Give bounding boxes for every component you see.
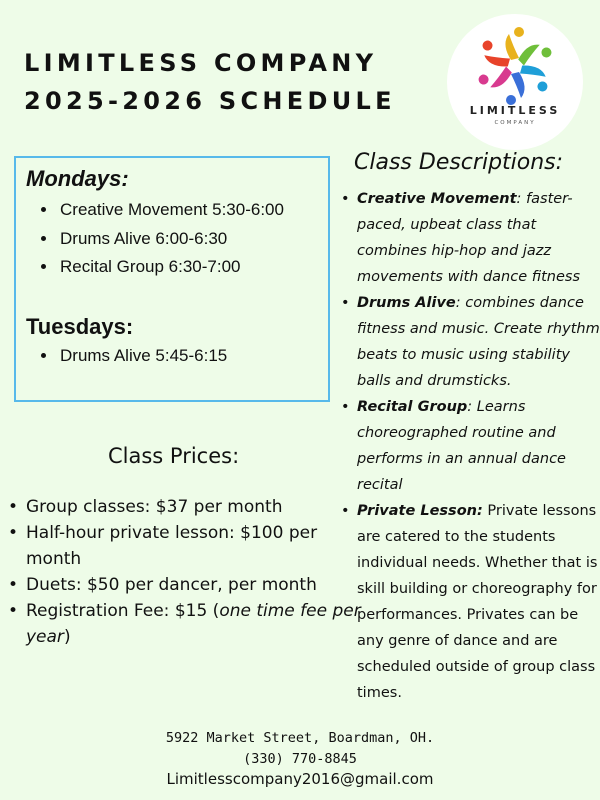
class-description: : combines dance fitness and music. Create rhythm beats to music using stability balls and drumsticks. xyxy=(357,295,600,389)
class-description: : faster-paced, upbeat class that combines hip-hop and jazz movements with dance fitness xyxy=(357,191,581,285)
list-item: • Duets: $50 per dancer, per month xyxy=(26,572,366,598)
class-prices-heading: Class Prices: xyxy=(108,444,240,468)
tuesdays-heading: Tuesdays: xyxy=(26,314,134,339)
list-item: • Group classes: $37 per month xyxy=(26,494,366,520)
list-item: • Drums Alive 5:45-6:15 xyxy=(58,342,227,371)
dancers-logo-icon xyxy=(447,14,583,150)
logo-subtext: COMPANY xyxy=(494,120,536,126)
list-item: • Drums Alive 6:00-6:30 xyxy=(58,225,284,254)
class-name: Private Lesson: xyxy=(357,503,483,519)
class-description: : Learns choreographed routine and performs in an annual dance recital xyxy=(357,399,566,493)
footer-address: 5922 Market Street, Boardman, OH. xyxy=(165,730,435,746)
price-text-after: ) xyxy=(63,627,71,647)
class-name: Recital Group xyxy=(357,399,468,415)
class-name: Drums Alive xyxy=(357,295,456,311)
list-item xyxy=(26,598,366,650)
footer-email[interactable]: Limitlesscompany2016@gmail.com xyxy=(166,770,434,788)
list-item xyxy=(357,186,600,290)
class-descriptions-list xyxy=(337,186,600,706)
list-item xyxy=(357,290,600,394)
class-descriptions-heading: Class Descriptions: xyxy=(354,150,564,175)
company-logo xyxy=(447,14,583,150)
list-item: • Creative Movement 5:30-6:00 xyxy=(58,196,284,225)
mondays-list xyxy=(38,196,284,282)
page-title xyxy=(24,44,396,120)
list-item xyxy=(357,394,600,498)
price-text: Registration Fee: $15 ( xyxy=(26,601,220,621)
class-name: Creative Movement xyxy=(357,191,517,207)
list-item xyxy=(357,498,600,706)
title-line-2: 2025-2026 SCHEDULE xyxy=(24,87,396,115)
price-emphasis: one time fee per year xyxy=(26,601,361,647)
list-item: • Recital Group 6:30-7:00 xyxy=(58,253,284,282)
logo-wordmark: LIMITLESS xyxy=(469,104,561,117)
mondays-heading: Mondays: xyxy=(26,166,129,191)
tuesdays-list xyxy=(38,342,227,371)
dancer-figure-icon xyxy=(477,61,515,94)
list-item: • Half-hour private lesson: $100 per month xyxy=(26,520,366,572)
title-line-1: LIMITLESS COMPANY xyxy=(24,49,378,77)
class-description: Private lessons are catered to the students individual needs. Whether that is skill building or choreography for performances. Privates can be any genre of dance and are scheduled outside of group class times. xyxy=(357,503,598,701)
class-prices-list xyxy=(6,494,366,650)
footer-phone: (330) 770-8845 xyxy=(243,751,357,767)
dancer-figure-icon xyxy=(515,38,553,71)
